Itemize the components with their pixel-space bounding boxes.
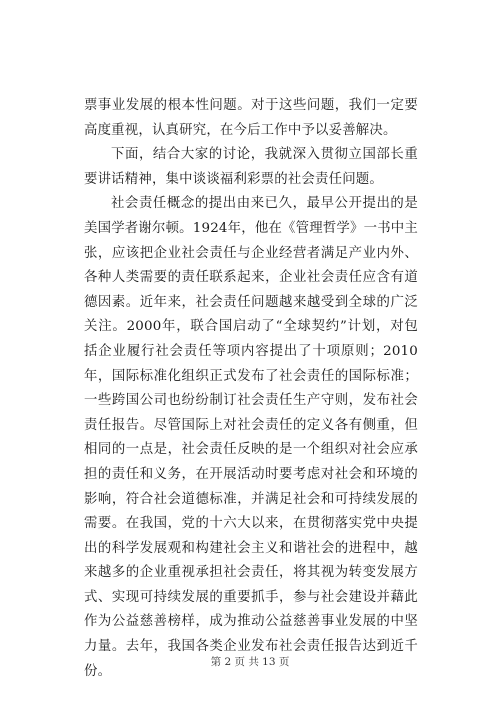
paragraph-1: 票事业发展的根本性问题。对于这些问题，我们一定要高度重视，认真研究，在今后工作中予以妥善解决。 xyxy=(84,98,418,138)
body-text xyxy=(84,94,418,684)
paragraph-2: 下面，结合大家的讨论，我就深入贯彻立国部长重要讲话精神，集中谈谈福利彩票的社会责任问题。 xyxy=(84,147,418,187)
paragraph-3: 社会责任概念的提出由来已久，最早公开提出的是美国学者谢尔顿。1924年，他在《管理哲学》一书中主张，应该把企业社会责任与企业经营者满足产业内外、各种人类需要的责任联系起来，企业社会责任应含有道德因素。近年来，社会责任问题越来越受到全球的广泛关注。2000年，联合国启动了“全球契约”计划，对包括企业履行社会责任等项内容提出了十项原则；2010年，国际标准化组织正式发布了社会责任的国际标准；一些跨国公司也纷纷制订社会责任生产守则，发布社会责任报告。尽管国际上对社会责任的定义各有侧重，但相同的一点是，社会责任反映的是一个组织对社会应承担的责任和义务，在开展活动时要考虑对社会和环境的影响，符合社会道德标准，并满足社会和可持续发展的需要。在我国，党的十六大以来，在贯彻落实党中央提出的科学发展观和构建社会主义和谐社会的进程中，越来越多的企业重视承担社会责任，将其视为转变发展方式、实现可持续发展的重要抓手，参与社会建设并藉此作为公益慈善榜样，成为推动公益慈善事业发展的中坚力量。去年，我国各类企业发布社会责任报告达到近千份。 xyxy=(84,196,418,679)
page-footer: 第 2 页 共 13 页 xyxy=(210,656,290,668)
